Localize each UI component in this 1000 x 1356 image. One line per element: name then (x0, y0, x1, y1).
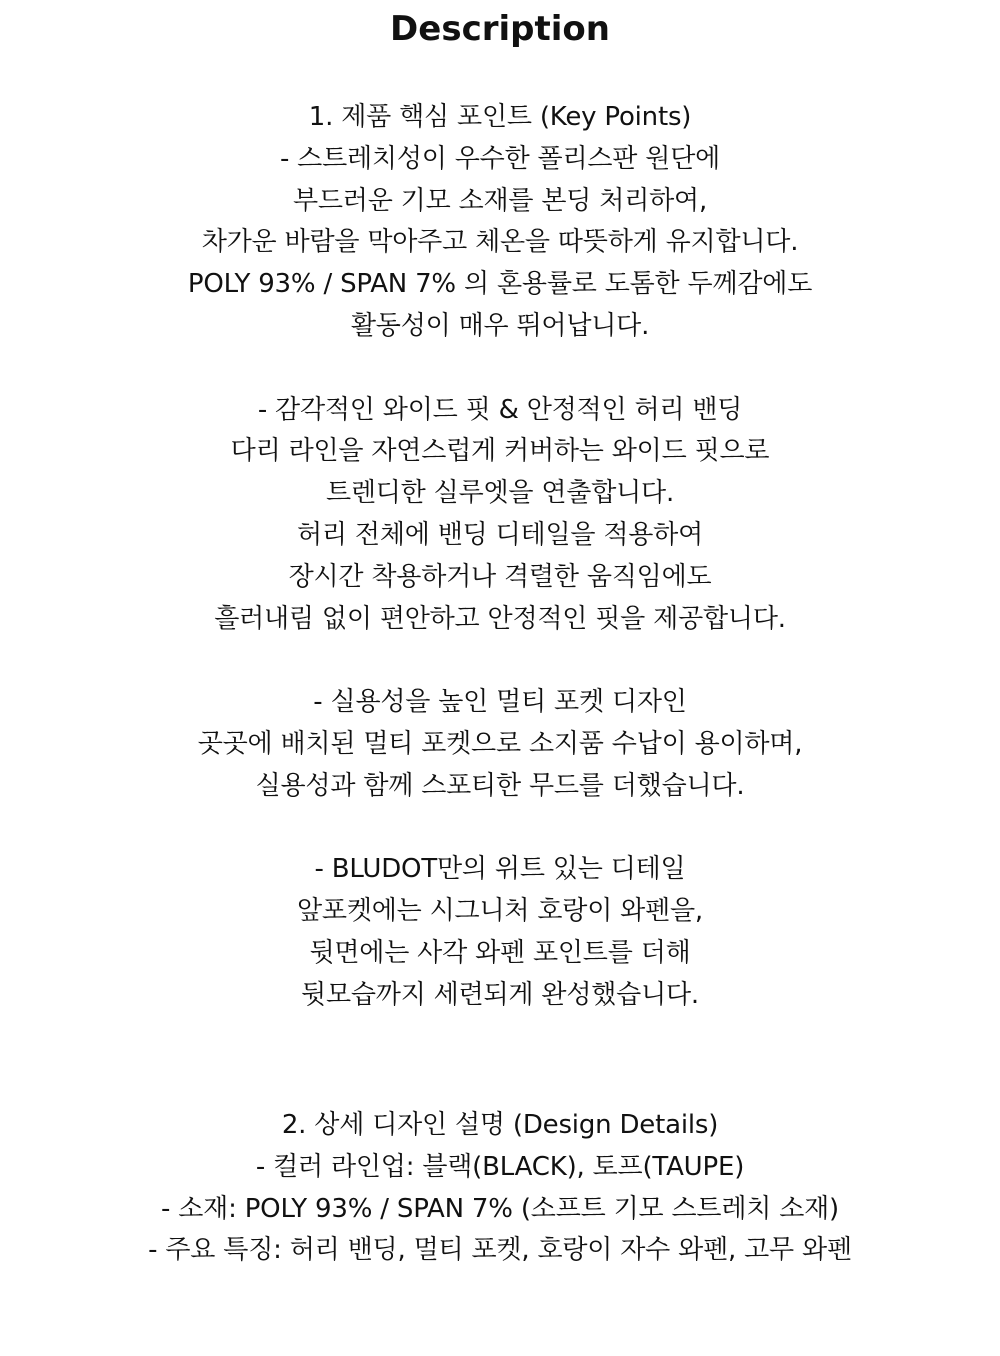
point-line: - 스트레치성이 우수한 폴리스판 원단에 (279, 143, 721, 174)
section-heading: 2. 상세 디자인 설명 (Design Details) (281, 1110, 719, 1140)
detail-line: - 주요 특징: 허리 밴딩, 멀티 포켓, 호랑이 자수 와펜, 고무 와펜 (148, 1235, 852, 1266)
spacer (0, 348, 1000, 390)
point-line: 곳곳에 배치된 멀티 포켓으로 소지품 수납이 용이하며, (197, 728, 803, 759)
key-points-section (0, 97, 1000, 1017)
point-line: 흘러내림 없이 편안하고 안정적인 핏을 제공합니다. (214, 603, 786, 634)
point-line: 뒷모습까지 세련되게 완성했습니다. (301, 979, 699, 1010)
point-line: 다리 라인을 자연스럽게 커버하는 와이드 핏으로 (230, 436, 770, 467)
detail-line: - 소재: POLY 93% / SPAN 7% (소프트 기모 스트레치 소재) (161, 1193, 839, 1224)
spacer (0, 640, 1000, 682)
point-line: - BLUDOT만의 위트 있는 디테일 (314, 854, 686, 885)
detail-line: - 컬러 라인업: 블랙(BLACK), 토프(TAUPE) (255, 1151, 745, 1182)
section-heading: 1. 제품 핵심 포인트 (Key Points) (308, 102, 692, 132)
point-line: 뒷면에는 사각 와펜 포인트를 더해 (309, 937, 691, 968)
point-line: - 실용성을 높인 멀티 포켓 디자인 (313, 687, 687, 718)
point-line: 장시간 착용하거나 격렬한 움직임에도 (288, 561, 712, 592)
point-line: - 감각적인 와이드 핏 & 안정적인 허리 밴딩 (257, 394, 743, 425)
point-line: 앞포켓에는 시그니처 호랑이 와펜을, (297, 896, 703, 927)
point-line: 부드러운 기모 소재를 본딩 처리하여, (292, 185, 708, 216)
spacer (0, 808, 1000, 850)
point-line: 허리 전체에 밴딩 디테일을 적용하여 (297, 519, 703, 550)
point-line: POLY 93% / SPAN 7% 의 혼용률로 도톰한 두께감에도 (187, 269, 813, 300)
page-title: Description (390, 9, 610, 49)
point-line: 실용성과 함께 스포티한 무드를 더했습니다. (255, 770, 745, 801)
design-details-section (0, 1105, 1000, 1272)
point-line: 차가운 바람을 막아주고 체온을 따뜻하게 유지합니다. (201, 227, 799, 258)
point-line: 활동성이 매우 뛰어납니다. (350, 310, 650, 341)
point-line: 트렌디한 실루엣을 연출합니다. (325, 478, 675, 509)
